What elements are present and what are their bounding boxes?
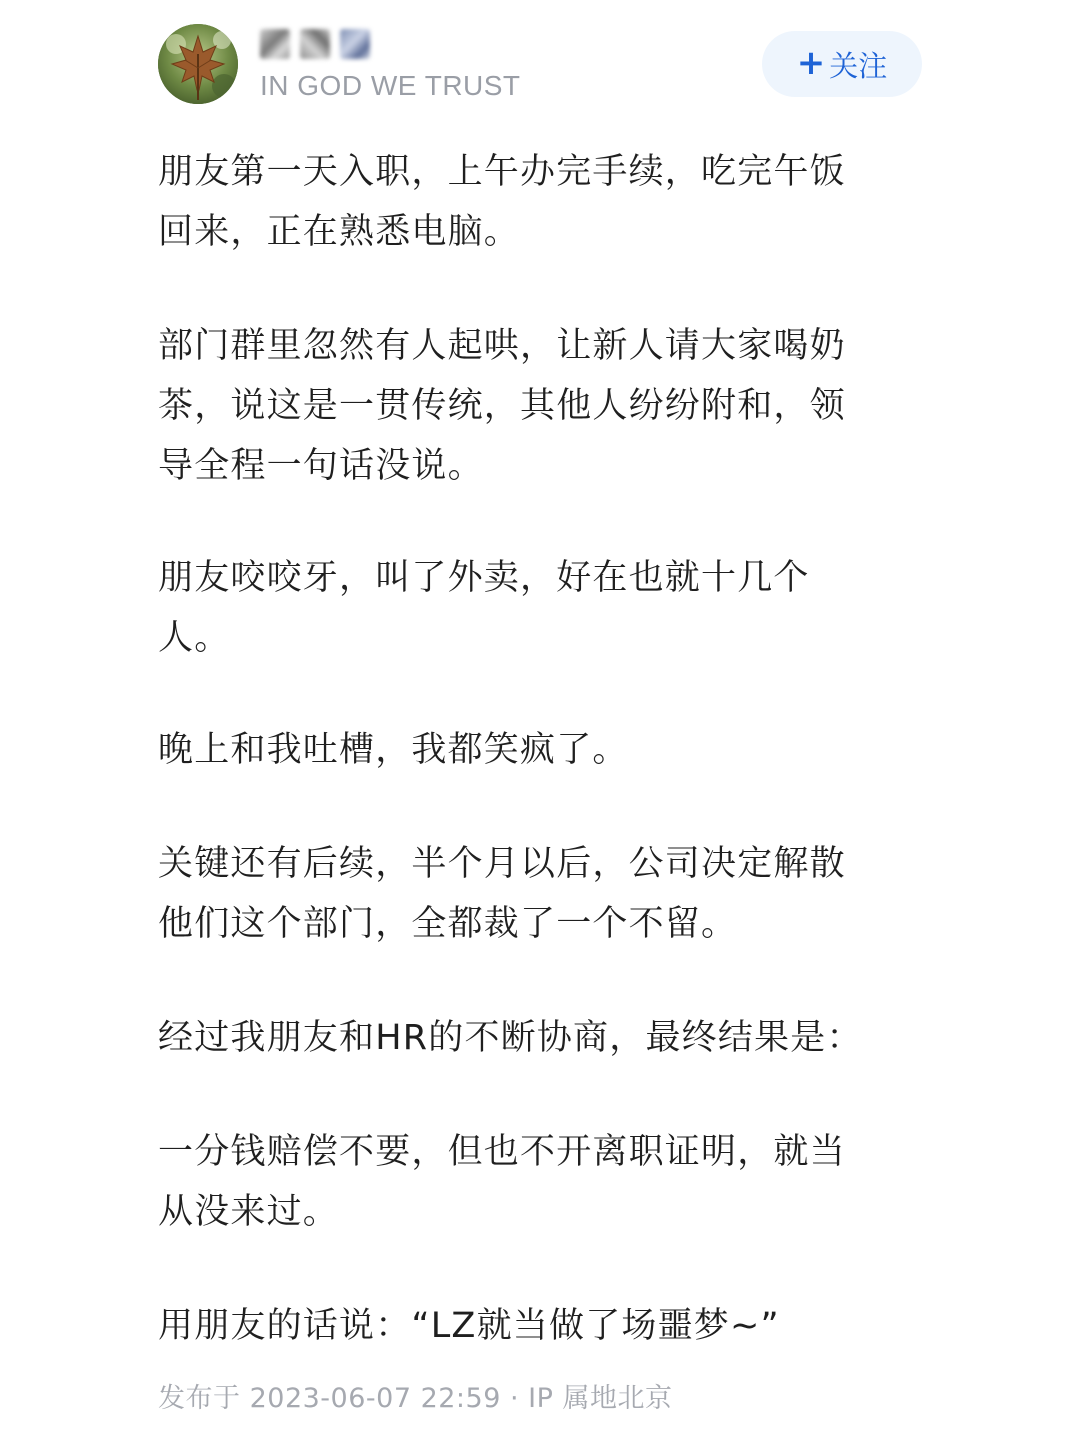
- post-paragraph: 朋友咬咬牙，叫了外卖，好在也就十几个 人。: [158, 558, 810, 658]
- post-paragraph: 关键还有后续，半个月以后，公司决定解散 他们这个部门，全都裁了一个不留。: [158, 844, 846, 944]
- blurred-username-char: [300, 29, 330, 59]
- post-paragraph: 朋友第一天入职，上午办完手续，吃完午饭 回来，正在熟悉电脑。: [158, 152, 846, 252]
- blurred-username-char: [340, 29, 370, 59]
- follow-button-label: 关注: [829, 48, 888, 83]
- post-paragraph: 一分钱赔偿不要，但也不开离职证明，就当 从没来过。: [158, 1132, 846, 1232]
- user-avatar[interactable]: [158, 24, 238, 104]
- maple-leaf-icon: [158, 24, 238, 104]
- follow-button[interactable]: [762, 31, 922, 97]
- user-motto: IN GOD WE TRUST: [260, 70, 521, 101]
- post-paragraph: 用朋友的话说：“LZ就当做了场噩梦~”: [158, 1306, 780, 1346]
- post-paragraph: 经过我朋友和HR的不断协商，最终结果是：: [158, 1018, 863, 1058]
- post-header: [0, 0, 1080, 120]
- username-blurred[interactable]: [260, 26, 370, 62]
- plus-icon: +: [796, 42, 826, 83]
- post-paragraph: 部门群里忽然有人起哄，让新人请大家喝奶 茶，说这是一贯传统，其他人纷纷附和，领 导全程一句话没说。: [158, 326, 846, 486]
- post-paragraph: 晚上和我吐槽，我都笑疯了。: [158, 730, 629, 770]
- publish-info: 发布于 2023-06-07 22:59 · IP 属地北京: [158, 1383, 673, 1414]
- blurred-username-char: [260, 29, 290, 59]
